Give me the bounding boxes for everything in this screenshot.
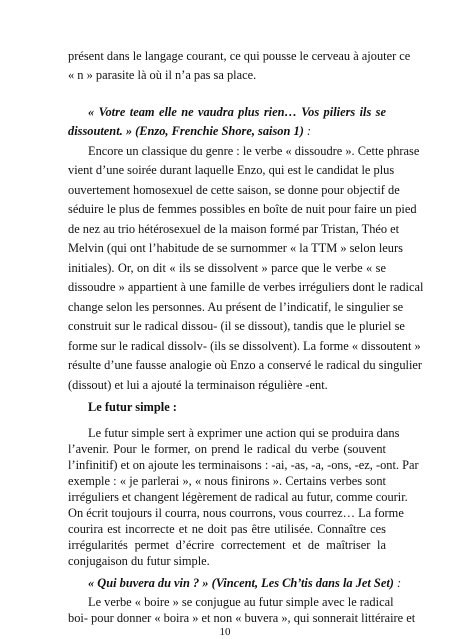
text-line: forme sur le radical dissolv- (ils se dissolvent). La forme « dissoutent » [68, 339, 421, 353]
quote-line: « Votre team elle ne vaudra plus rien… Vos piliers ils se [88, 105, 386, 119]
text-line: dissoudre » appartient à une famille de verbes irréguliers dont le radical [68, 280, 424, 294]
text-line: Le futur simple sert à exprimer une action qui se produira dans [88, 426, 400, 440]
quote-text: dissoutent. » (Enzo, Frenchie Shore, saison 1) [68, 124, 304, 138]
text-line: Encore un classique du genre : le verbe « dissoudre ». Cette phrase [88, 144, 420, 158]
text-line: (dissout) et lui a ajouté la terminaison régulière -ent. [68, 378, 328, 392]
text-line: Melvin (qui ont l’habitude de se surnommer « la TTM » selon leurs [68, 241, 403, 255]
text-line: change selon les personnes. Au présent de l’indicatif, le singulier se [68, 300, 404, 314]
text-line: de nez au trio hétérosexuel de la maison formé par Tristan, Théo et [68, 222, 400, 236]
quote-text: « Qui buvera du vin ? » (Vincent, Les Ch’tis dans la Jet Set) [88, 576, 394, 590]
text-line: vient d’une soirée durant laquelle Enzo, qui est le candidat le plus [68, 163, 395, 177]
text-line: boi- pour donner « boira » et non « buvera », qui sonnerait littéraire et [68, 611, 416, 625]
quote-colon: : [303, 124, 312, 138]
quote-colon: : [393, 576, 402, 590]
text-line: construit sur le radical dissou- (il se dissout), tandis que le pluriel se [68, 319, 405, 333]
text-line: l’avenir. Pour le former, on prend le radical du verbe (souvent [68, 442, 386, 456]
section-heading: Le futur simple : [88, 400, 177, 414]
text-line: présent dans le langage courant, ce qui pousse le cerveau à ajouter ce [68, 49, 411, 63]
text-line: On écrit toujours il courra, nous courrons, vous courrez… La forme [68, 506, 404, 520]
text-line: irrégularités permet d’écrire correctement et de maîtriser la [68, 538, 386, 552]
text-line: conjugaison du futur simple. [68, 554, 210, 568]
text-line: exemple : « je parlerai », « nous finirons ». Certains verbes sont [68, 474, 386, 488]
text-line: l’infinitif) et on ajoute les terminaisons : -ai, -as, -a, -ons, -ez, -ont. Par [68, 458, 419, 472]
page-number: 10 [219, 626, 231, 638]
text-line: « n » parasite là où il n’a pas sa place. [68, 68, 257, 82]
text-line: Le verbe « boire » se conjugue au futur simple avec le radical [88, 595, 394, 609]
text-line: résulte d’une fausse analogie où Enzo a conservé le radical du singulier [68, 358, 423, 372]
text-line: initiales). Or, on dit « ils se dissolvent » parce que le verbe « se [68, 261, 386, 275]
text-line: courira est incorrecte et ne doit pas être utilisée. Connaître ces [68, 522, 386, 536]
text-line: irréguliers et changent légèrement de radical au futur, comme courir. [68, 490, 408, 504]
text-line: ouvertement homosexuel de cette saison, se donne pour objectif de [68, 183, 400, 197]
text-line: séduire le plus de femmes possibles en boîte de nuit pour faire un pied [68, 202, 417, 216]
